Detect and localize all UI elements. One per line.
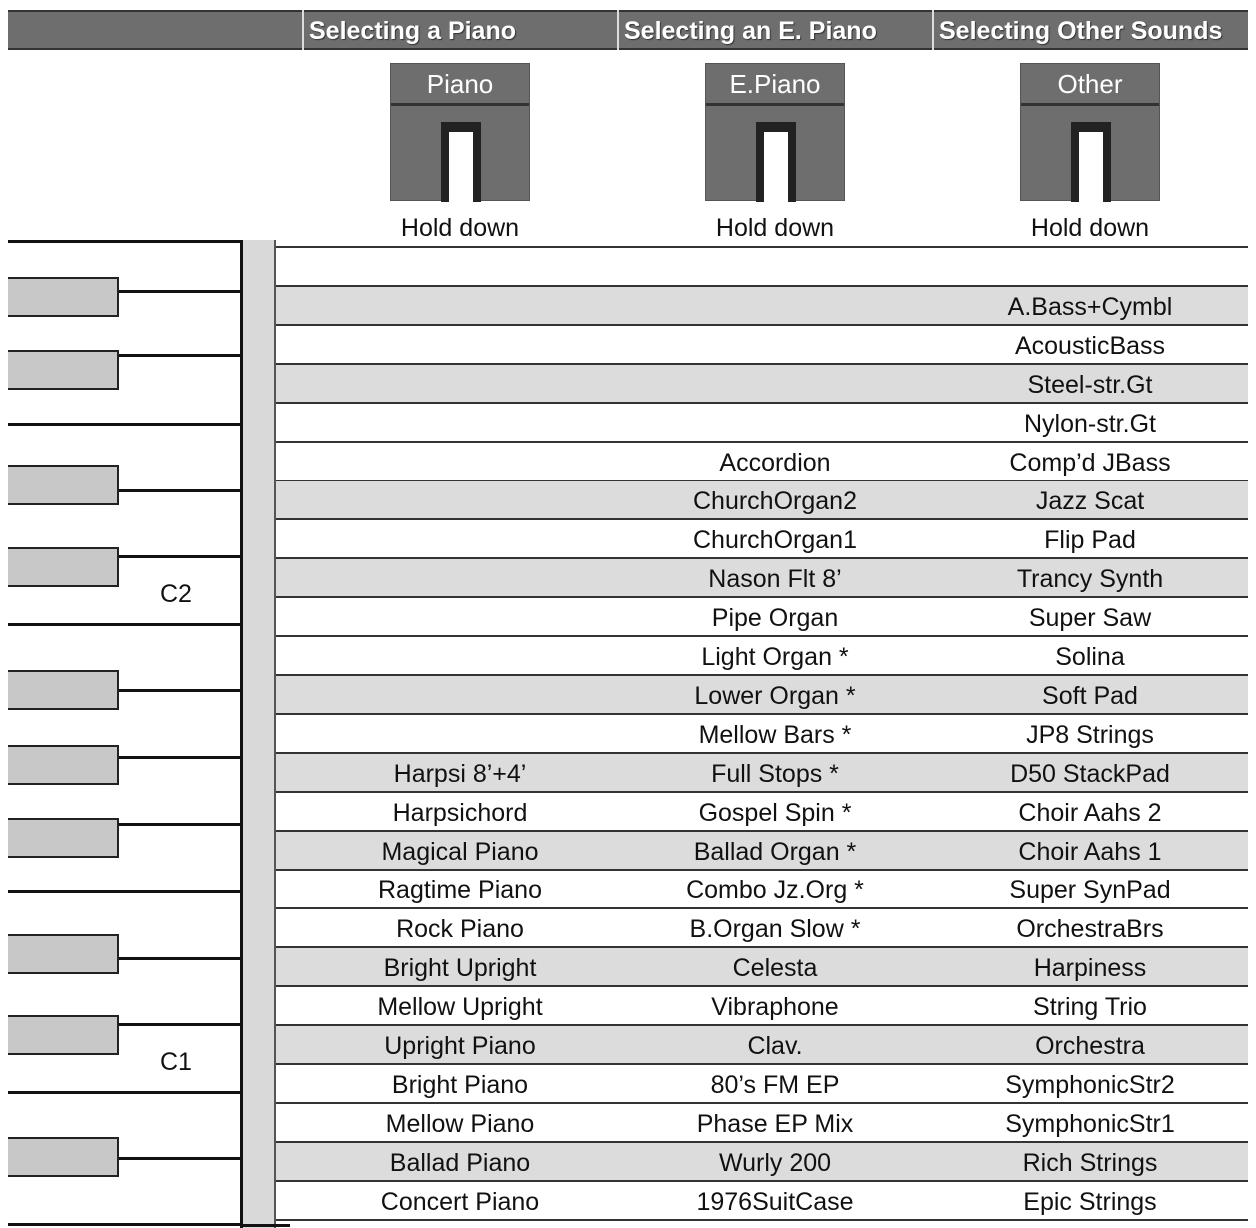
- tone-cell-epiano: Vibraphone: [711, 993, 839, 1022]
- tone-cell-other: Orchestra: [1035, 1032, 1145, 1060]
- tone-cell-other: Solina: [1055, 643, 1125, 671]
- epiano-button-label: E.Piano: [706, 64, 844, 106]
- tone-cell-piano: Mellow Upright: [377, 993, 543, 1022]
- note-label-c2: C2: [160, 580, 192, 608]
- button-indicator-icon: [1071, 122, 1111, 202]
- tone-cell-other: Choir Aahs 2: [1018, 798, 1162, 827]
- tone-cell-epiano: Lower Organ *: [694, 681, 856, 710]
- hold-down-piano: Hold down: [400, 214, 520, 242]
- tone-cell-piano: Concert Piano: [380, 1187, 540, 1216]
- black-key: [8, 818, 119, 858]
- key-divider: [119, 290, 241, 293]
- table-row: [276, 520, 1248, 559]
- tone-cell-other: D50 StackPad: [1010, 759, 1170, 788]
- key-divider: [119, 689, 241, 692]
- button-indicator-icon: [756, 122, 796, 202]
- tone-cell-epiano: Light Organ *: [701, 643, 849, 671]
- table-row: [276, 948, 1248, 987]
- tone-cell-epiano: Combo Jz.Org *: [686, 876, 864, 905]
- tone-cell-piano: [310, 365, 610, 402]
- table-row: [276, 598, 1248, 637]
- tone-cell-piano: [310, 404, 610, 441]
- table-row: [276, 404, 1248, 443]
- tone-cell-piano: [310, 481, 610, 518]
- tone-cell-other: SymphonicStr2: [1005, 1070, 1175, 1099]
- tone-cell-piano: Ragtime Piano: [378, 876, 542, 905]
- table-row: [276, 365, 1248, 404]
- tone-cell-epiano: Gospel Spin *: [698, 798, 852, 827]
- table-row: [276, 248, 1248, 287]
- black-key: [8, 1137, 119, 1177]
- piano-button[interactable]: [390, 63, 530, 201]
- header-epiano: Selecting an E. Piano: [624, 17, 877, 45]
- header-other: Selecting Other Sounds: [939, 17, 1223, 45]
- keyboard-strip: [243, 240, 276, 1228]
- table-row: [276, 1182, 1248, 1221]
- tone-cell-epiano: 1976SuitCase: [696, 1187, 854, 1216]
- tone-cell-piano: Harpsi 8’+4’: [393, 759, 527, 788]
- tone-cell-epiano: ChurchOrgan1: [693, 526, 857, 555]
- tone-cell-piano: Ballad Piano: [389, 1148, 531, 1177]
- tone-cell-epiano: Phase EP Mix: [696, 1109, 854, 1138]
- tone-cell-piano: [310, 520, 610, 557]
- key-divider: [8, 423, 242, 426]
- table-row: [276, 443, 1248, 482]
- table-row: [276, 909, 1248, 948]
- table-row: [276, 481, 1248, 520]
- tone-cell-piano: Mellow Piano: [385, 1109, 535, 1138]
- tone-cell-other: Super SynPad: [1009, 876, 1171, 905]
- tone-cell-piano: [310, 559, 610, 596]
- tone-cell-piano: Harpsichord: [392, 798, 528, 827]
- tone-cell-other: SymphonicStr1: [1005, 1109, 1175, 1138]
- tone-cell-epiano: B.Organ Slow *: [689, 915, 861, 944]
- tone-cell-other: AcousticBass: [1014, 331, 1166, 360]
- epiano-button[interactable]: [705, 63, 845, 201]
- key-divider: [119, 1157, 241, 1160]
- black-key: [8, 745, 119, 785]
- other-button[interactable]: [1020, 63, 1160, 201]
- tone-cell-epiano: 80’s FM EP: [710, 1070, 840, 1099]
- tone-cell-epiano: Celesta: [732, 954, 818, 983]
- tone-cell-epiano: [625, 326, 925, 363]
- tone-cell-other: Jazz Scat: [1035, 487, 1145, 516]
- black-key: [8, 670, 119, 710]
- black-key: [8, 277, 119, 317]
- tone-cell-epiano: Full Stops *: [711, 759, 839, 788]
- tone-cell-epiano: [625, 404, 925, 441]
- table-row: [276, 637, 1248, 676]
- tone-cell-other: String Trio: [1033, 993, 1147, 1022]
- black-key: [8, 465, 119, 505]
- button-indicator-icon: [441, 122, 481, 202]
- table-row: [276, 287, 1248, 326]
- table-row: [276, 1026, 1248, 1065]
- tone-cell-piano: [310, 598, 610, 635]
- black-key: [8, 350, 119, 390]
- tone-cell-epiano: Wurly 200: [718, 1148, 832, 1177]
- tone-cell-epiano: Clav.: [747, 1032, 803, 1060]
- tone-cell-epiano: Ballad Organ *: [693, 837, 857, 866]
- black-key: [8, 1015, 119, 1055]
- tone-cell-other: Choir Aahs 1: [1018, 837, 1162, 866]
- tone-cell-piano: Bright Upright: [383, 954, 537, 983]
- key-divider: [8, 890, 242, 893]
- tone-cell-epiano: ChurchOrgan2: [693, 487, 857, 516]
- table-row: [276, 832, 1248, 871]
- tone-cell-other: A.Bass+Cymbl: [1007, 292, 1173, 321]
- table-row: [276, 676, 1248, 715]
- table-row: [276, 1143, 1248, 1182]
- black-key: [8, 934, 119, 974]
- tone-cell-piano: [310, 715, 610, 752]
- black-key: [8, 547, 119, 587]
- tone-cell-piano: [310, 676, 610, 713]
- tone-cell-piano: [310, 326, 610, 363]
- key-divider: [119, 957, 241, 960]
- other-button-label: Other: [1021, 64, 1159, 106]
- tone-cell-piano: Magical Piano: [381, 837, 539, 866]
- tone-cell-piano: [310, 287, 610, 324]
- table-row: [276, 715, 1248, 754]
- table-row: [276, 754, 1248, 793]
- tone-cell-epiano: Accordion: [719, 448, 831, 477]
- tone-cell-other: Flip Pad: [1044, 526, 1136, 555]
- tone-cell-other: JP8 Strings: [1026, 720, 1154, 749]
- tone-cell-piano: [310, 443, 610, 480]
- tone-cell-other: Super Saw: [1028, 604, 1152, 633]
- tone-cell-other: OrchestraBrs: [1016, 915, 1164, 944]
- keyboard-bottom-edge: [243, 1224, 290, 1227]
- header-piano: Selecting a Piano: [309, 17, 517, 45]
- tone-cell-other: Harpiness: [1033, 954, 1147, 983]
- table-row: [276, 870, 1248, 909]
- tone-cell-piano: [310, 637, 610, 674]
- tone-cell-piano: Rock Piano: [396, 915, 524, 944]
- table-row: [276, 793, 1248, 832]
- tone-cell-other: Nylon-str.Gt: [1024, 409, 1156, 438]
- tone-cell-other: [940, 248, 1240, 285]
- tone-cell-other: Steel-str.Gt: [1027, 370, 1153, 399]
- key-divider: [8, 623, 242, 626]
- key-divider: [8, 1223, 242, 1226]
- note-label-c1: C1: [160, 1048, 192, 1076]
- tone-cell-epiano: Pipe Organ: [711, 604, 839, 633]
- tone-cell-epiano: Nason Flt 8’: [708, 565, 842, 594]
- table-row: [276, 987, 1248, 1026]
- keyboard-top-edge: [8, 240, 244, 243]
- hold-down-other: Hold down: [1030, 214, 1150, 242]
- table-row: [276, 326, 1248, 365]
- tone-cell-other: Trancy Synth: [1016, 565, 1164, 594]
- tone-cell-other: Epic Strings: [1023, 1187, 1157, 1216]
- hold-down-epiano: Hold down: [715, 214, 835, 242]
- table-row: [276, 1065, 1248, 1104]
- key-divider: [119, 489, 241, 492]
- tone-cell-other: Comp’d JBass: [1009, 448, 1171, 477]
- table-row: [276, 559, 1248, 598]
- tone-cell-epiano: [625, 248, 925, 285]
- tone-cell-epiano: [625, 365, 925, 402]
- tone-cell-piano: [310, 248, 610, 285]
- table-row: [276, 1104, 1248, 1143]
- tone-cell-epiano: [625, 287, 925, 324]
- piano-button-label: Piano: [391, 64, 529, 106]
- tone-cell-other: Soft Pad: [1042, 681, 1138, 710]
- tone-cell-piano: Bright Piano: [391, 1070, 529, 1099]
- tone-cell-epiano: Mellow Bars *: [698, 720, 852, 749]
- key-divider: [8, 1091, 242, 1094]
- tone-cell-other: Rich Strings: [1022, 1148, 1158, 1177]
- tone-cell-piano: Upright Piano: [384, 1032, 536, 1060]
